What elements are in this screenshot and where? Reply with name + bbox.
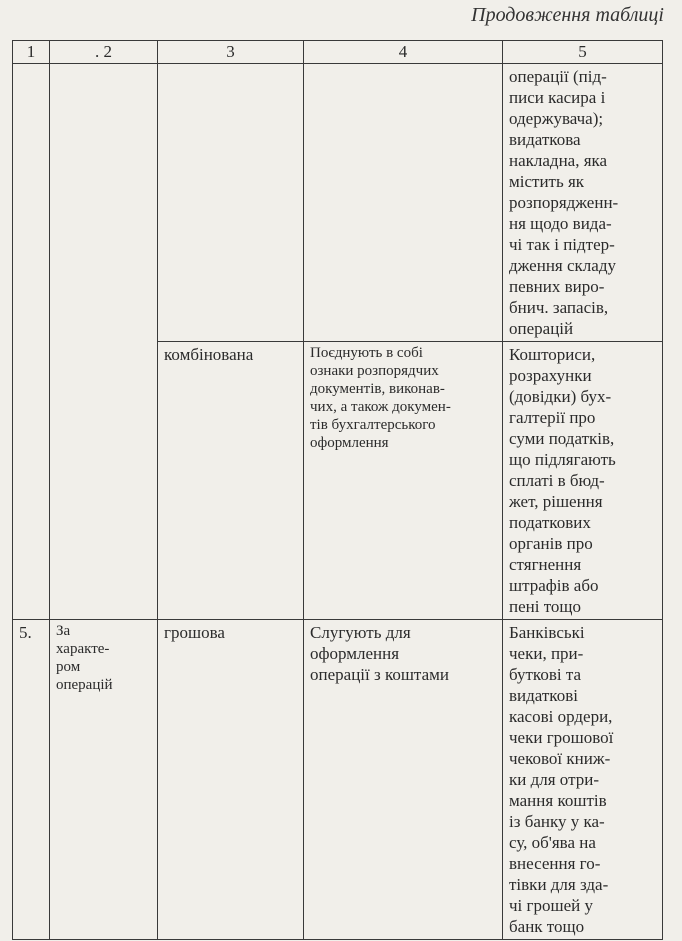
continued-description: операції (під- писи касира і одержувача); видаткова накладна, яка містить як розпорядженн- ня щодо вида- чі так і підтер- дження складу певних виро- бнич. запасів, операцій [509, 67, 619, 338]
cell-continued-col3 [158, 64, 304, 342]
cell-row5-description [304, 620, 503, 940]
combined-examples: Кошториси, розрахунки (довідки) бух- галтерії про суми податків, що підлягають сплаті в бюд- жет, рішення податкових органів про стягнення штрафів або пені тощо [509, 345, 616, 616]
header-col-1: 1 [13, 41, 50, 64]
combined-description: Поєднують в собі ознаки розпорядчих документів, виконав- чих, а також докумен- тів бухгалтерського оформлення [310, 345, 451, 451]
page-caption: Продовження таблиці [471, 4, 664, 26]
document-table [12, 40, 663, 940]
cell-continued-col2 [50, 64, 158, 620]
cell-row5-number [13, 620, 50, 940]
table-row-5 [13, 620, 663, 940]
cell-row5-examples [503, 620, 663, 940]
table-row-continued [13, 64, 663, 342]
cell-continued-col5 [503, 64, 663, 342]
row5-criterion: За характе- ром операцій [56, 623, 113, 693]
header-row [13, 41, 663, 64]
header-col-3: 3 [158, 41, 304, 64]
row5-examples: Банківські чеки, при- буткові та видаткові касові ордери, чеки грошової чекової книж- ки для отри- мання коштів із банку у ка- су, об'ява на внесення го- тівки для зда- чі грошей у банк тощо [509, 623, 614, 936]
row5-description: Слугують для оформлення операції з коштами [310, 623, 449, 684]
cell-continued-col4 [304, 64, 503, 342]
cell-combined-type [158, 342, 304, 620]
cell-row5-criterion [50, 620, 158, 940]
header-col-2: . 2 [50, 41, 158, 64]
combined-type-label: комбінована [164, 345, 254, 364]
cell-row5-type [158, 620, 304, 940]
header-col-4: 4 [304, 41, 503, 64]
row5-type-label: грошова [164, 623, 225, 642]
cell-continued-col1 [13, 64, 50, 620]
cell-combined-description [304, 342, 503, 620]
cell-combined-examples [503, 342, 663, 620]
header-col-5: 5 [503, 41, 663, 64]
row5-number: 5. [19, 623, 32, 642]
